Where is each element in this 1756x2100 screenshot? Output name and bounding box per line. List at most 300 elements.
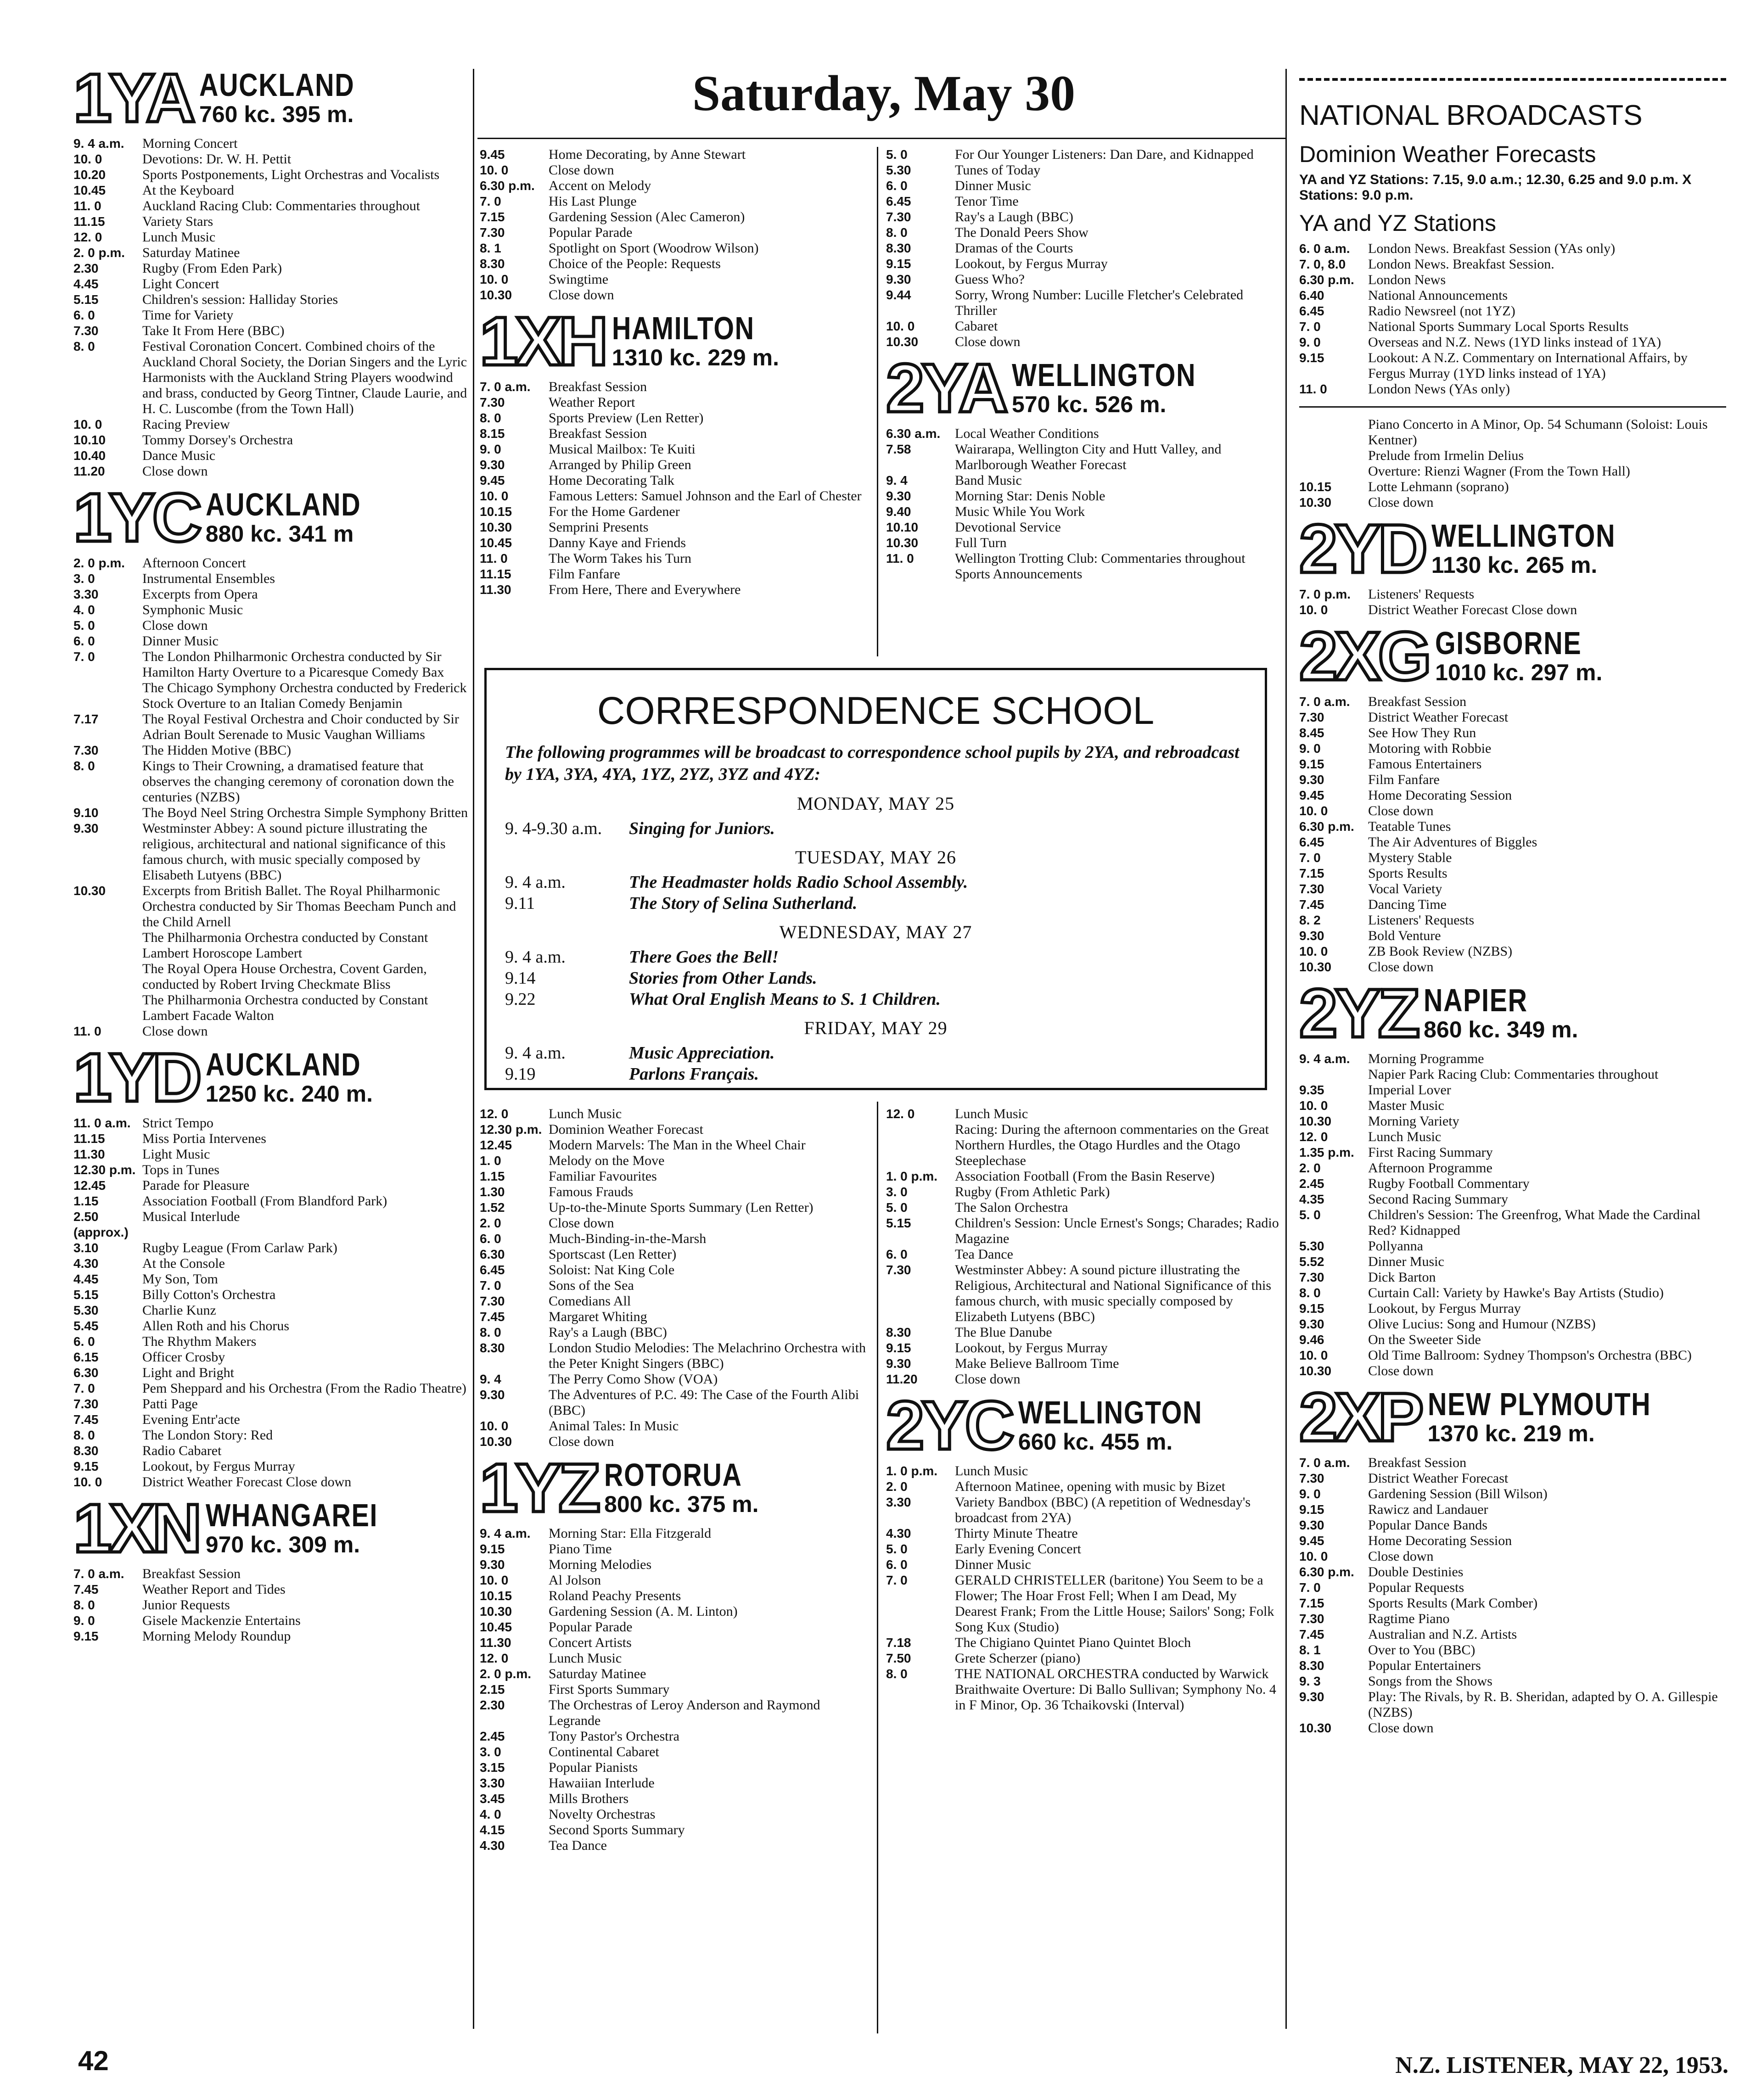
entry-title: Auckland Racing Club: Commentaries throughout: [142, 198, 420, 213]
schedule-entry: [1299, 741, 1726, 756]
schedule-entry: [1299, 1549, 1726, 1564]
schedule-entry: [1299, 944, 1726, 959]
entry-time: 12. 0: [1299, 1130, 1328, 1144]
schedule-entry: [1299, 1238, 1726, 1254]
schedule-entry: [73, 464, 468, 479]
station-header: [1299, 1378, 1726, 1456]
schedule-entry: [480, 1434, 870, 1450]
entry-title: Weather Report: [549, 395, 635, 410]
schedule-entry: [1299, 1502, 1726, 1518]
entry-time: 7.45: [73, 1412, 99, 1427]
entry-time: 10.15: [480, 1589, 512, 1603]
entry-time: 10.30: [886, 536, 919, 550]
entry-title: Rugby League (From Carlaw Park): [142, 1240, 337, 1255]
entry-title: Arranged by Philip Green: [549, 457, 691, 472]
entry-time: 7.30: [1299, 1471, 1324, 1485]
cs-time: 9. 4 a.m.: [505, 947, 566, 967]
schedule-entry: [1299, 1658, 1726, 1674]
entry-time: 5. 0: [1299, 1208, 1321, 1222]
schedule-entry: [1299, 1114, 1726, 1129]
schedule-entry: [480, 488, 870, 504]
entry-time: 3. 0: [886, 1185, 908, 1199]
station-2yz: [1299, 974, 1726, 1379]
schedule-entry: [73, 1115, 468, 1131]
schedule-entry: [1299, 417, 1726, 448]
entry-time: 9.15: [73, 1459, 99, 1473]
entry-time: 7.45: [480, 1310, 505, 1324]
entry-title: Comedians All: [549, 1294, 631, 1309]
entry-title: For Our Younger Listeners: Dan Dare, and Kidnapped: [955, 147, 1254, 162]
schedule-entry: [886, 504, 1281, 520]
entry-title: Close down: [142, 464, 208, 479]
schedule-entry: [886, 1325, 1281, 1340]
entry-time: 1. 0 p.m.: [886, 1464, 938, 1478]
schedule-entry: [1299, 1316, 1726, 1332]
entry-title: Imperial Lover: [1368, 1082, 1451, 1098]
entry-title: Double Destinies: [1368, 1564, 1464, 1579]
schedule-entry: [73, 758, 468, 805]
schedule-entry: [73, 1350, 468, 1365]
entry-time: 4.45: [73, 277, 99, 291]
entry-time: 9. 0: [480, 442, 501, 456]
entry-title: Gardening Session (Alec Cameron): [549, 209, 745, 224]
entry-time: 11.30: [480, 1635, 511, 1650]
entry-title: Close down: [1368, 803, 1434, 818]
entry-title: Famous Letters: Samuel Johnson and the Earl of Chester: [549, 488, 862, 504]
cs-title: The Story of Selina Sutherland.: [629, 894, 858, 913]
station-header: [886, 349, 1281, 426]
entry-title: Over to You (BBC): [1368, 1642, 1475, 1658]
schedule-entry: [73, 602, 468, 618]
schedule-entry: [886, 1479, 1281, 1495]
entry-time: 11.15: [480, 567, 511, 581]
cs-time: 9. 4 a.m.: [505, 873, 566, 892]
entry-time: 9.30: [480, 1388, 505, 1402]
entry-time: 12. 0: [73, 230, 102, 244]
entry-time: 10.30: [480, 288, 512, 302]
schedule-entry: [886, 209, 1281, 225]
schedule-entry: [73, 555, 468, 571]
entry-time: 7.30: [886, 1263, 911, 1277]
entry-title: Tunes of Today: [955, 162, 1041, 178]
entry-time: 8. 1: [1299, 1643, 1321, 1657]
entry-time: 7.50: [886, 1651, 911, 1665]
entry-title: Morning Star: Ella Fitzgerald: [549, 1526, 712, 1541]
schedule-entry: [1299, 1176, 1726, 1192]
entry-title: Afternoon Matinee, opening with music by Bizet: [955, 1479, 1226, 1494]
schedule-entry: [73, 680, 468, 711]
schedule-entry: [1299, 1285, 1726, 1301]
entry-time: 9.15: [1299, 1301, 1324, 1316]
schedule-entry: [480, 442, 870, 457]
entry-time: 7. 0 a.m.: [1299, 1456, 1350, 1470]
entry-time: 1.35 p.m.: [1299, 1145, 1354, 1159]
entry-time: 6. 0: [73, 308, 95, 322]
entry-time: [73, 961, 142, 992]
schedule-entry: [73, 1428, 468, 1443]
schedule-entry: [886, 162, 1281, 178]
entry-title: His Last Plunge: [549, 194, 637, 209]
correspondence-school-box: [484, 668, 1267, 1090]
entry-time: 7. 0, 8.0: [1299, 257, 1346, 271]
entry-time: 10.40: [73, 448, 106, 463]
entry-title: Mills Brothers: [549, 1791, 629, 1806]
entry-time: 8. 0: [480, 1325, 501, 1339]
title-rule: [477, 138, 1285, 139]
entry-title: Close down: [1368, 1549, 1434, 1564]
entry-time: 12.30 p.m.: [480, 1122, 542, 1137]
entry-time: 6. 0: [886, 1247, 908, 1261]
entry-time: 10. 0: [480, 1573, 509, 1587]
entry-time: 9.45: [480, 473, 505, 487]
station-name-block: [1012, 358, 1236, 417]
entry-title: Radio Cabaret: [142, 1443, 222, 1458]
entry-time: 10. 0: [73, 417, 102, 431]
entry-title: Songs from the Shows: [1368, 1674, 1492, 1689]
entry-time: 7. 0: [73, 1381, 95, 1395]
entry-title: Variety Bandbox (BBC) (A repetition of Wednesday's broadcast from 2YA): [955, 1495, 1251, 1525]
entry-time: 12. 0: [480, 1651, 509, 1665]
schedule-entry: [1299, 303, 1726, 319]
entry-title: Dramas of the Courts: [955, 241, 1073, 256]
schedule-entry: [1299, 464, 1726, 479]
entry-time: 9. 4 a.m.: [1299, 1052, 1350, 1066]
entry-title: The Adventures of P.C. 49: The Case of the Fourth Alibi (BBC): [549, 1387, 859, 1418]
entry-title: Ray's a Laugh (BBC): [955, 209, 1073, 224]
entry-title: Sportscast (Len Retter): [549, 1247, 677, 1262]
schedule-entry: [1299, 448, 1726, 464]
schedule-entry: [1299, 1254, 1726, 1270]
entry-time: 9.45: [1299, 788, 1324, 802]
entry-title: Novelty Orchestras: [549, 1807, 656, 1822]
entry-time: 10.30: [1299, 1721, 1332, 1735]
entry-time: 9. 0: [73, 1613, 95, 1628]
schedule-entry: [1299, 788, 1726, 803]
entry-title: Olive Lucius: Song and Humour (NZBS): [1368, 1316, 1596, 1332]
entry-title: Breakfast Session: [1368, 1455, 1467, 1470]
schedule-entry: [480, 1215, 870, 1231]
entry-time: 7. 0: [1299, 851, 1321, 865]
entry-title: National Sports Summary Local Sports Results: [1368, 319, 1629, 334]
entry-time: 9.15: [1299, 351, 1324, 365]
cs-item: [505, 1042, 1246, 1064]
entry-title: The London Story: Red: [142, 1428, 273, 1443]
schedule-entry: [886, 1169, 1281, 1184]
schedule-entry: [73, 292, 468, 308]
entry-time: 10.30: [480, 1434, 512, 1449]
cs-time: 9. 4 a.m.: [505, 1043, 566, 1063]
entry-time: 11.15: [73, 1131, 105, 1146]
entry-title: Allen Roth and his Chorus: [142, 1318, 289, 1333]
schedule-entry: [73, 308, 468, 323]
entry-title: Band Music: [955, 473, 1022, 488]
schedule-entry: [1299, 495, 1726, 510]
entry-time: 8. 0: [1299, 1286, 1321, 1300]
entry-time: 2. 0 p.m.: [480, 1667, 532, 1681]
schedule-entry: [1299, 241, 1726, 257]
schedule-entry: [886, 488, 1281, 504]
entry-title: Sports Results (Mark Comber): [1368, 1596, 1538, 1611]
entry-time: 8. 0: [73, 759, 95, 773]
station-1yd: [73, 1039, 468, 1490]
entry-title: Choice of the People: Requests: [549, 256, 721, 271]
entry-title: Strict Tempo: [142, 1115, 213, 1131]
station-name-block: [612, 312, 786, 370]
entry-title: Dominion Weather Forecast: [549, 1122, 703, 1137]
entry-title: Musical Mailbox: Te Kuiti: [549, 442, 696, 457]
entry-time: 9. 0: [1299, 1487, 1321, 1501]
entry-time: 6.30: [73, 1366, 99, 1380]
entry-title: Lunch Music: [142, 230, 216, 245]
entry-title: Tommy Dorsey's Orchestra: [142, 432, 293, 448]
schedule-entry: [886, 1372, 1281, 1387]
entry-time: 11.30: [480, 582, 511, 597]
entry-time: 9.45: [480, 147, 505, 162]
entry-time: 11. 0: [73, 1024, 101, 1038]
schedule-entry: [73, 821, 468, 883]
schedule-entry: [73, 1256, 468, 1271]
entry-time: 6. 0: [73, 1334, 95, 1349]
entry-time: 7.18: [886, 1635, 911, 1650]
entry-title: Popular Requests: [1368, 1580, 1464, 1595]
entry-title: At the Keyboard: [142, 183, 234, 198]
schedule-entry: [886, 225, 1281, 241]
schedule-entry: [480, 1153, 870, 1169]
schedule-entry: [480, 1838, 870, 1854]
station-1xn: [73, 1490, 468, 1644]
entry-title: Popular Entertainers: [1368, 1658, 1481, 1673]
entry-title: Napier Park Racing Club: Commentaries throughout: [1368, 1067, 1659, 1082]
entry-title: Animal Tales: In Music: [549, 1418, 679, 1434]
entry-title: Famous Entertainers: [1368, 756, 1482, 772]
entry-title: Roland Peachy Presents: [549, 1588, 681, 1603]
entry-title: Music While You Work: [955, 504, 1085, 519]
entry-time: 9.30: [1299, 1518, 1324, 1532]
entry-title: Dinner Music: [1368, 1254, 1444, 1269]
entry-time: 10.45: [480, 536, 512, 550]
entry-time: 10.10: [73, 433, 106, 447]
entry-time: 9.45: [1299, 1534, 1324, 1548]
station-2yc: [886, 1387, 1281, 1713]
entry-time: 10. 0: [1299, 603, 1328, 617]
entry-title: Musical Interlude: [142, 1209, 240, 1224]
entry-time: 7.45: [73, 1582, 99, 1596]
entry-title: The Blue Danube: [955, 1325, 1052, 1340]
entry-title: Kings to Their Crowning, a dramatised feature that observes the changing ceremony of coronation down the centuries (NZBS): [142, 758, 454, 805]
entry-time: [1299, 464, 1368, 479]
entry-time: 9.30: [73, 821, 99, 835]
cs-title: Singing for Juniors.: [629, 819, 775, 838]
schedule-entry: [480, 1791, 870, 1807]
cs-time: 9.19: [505, 1064, 536, 1084]
entry-title: The Royal Festival Orchestra and Choir conducted by Sir Adrian Boult Serenade to Music Vaughan Williams: [142, 711, 459, 742]
schedule-entry: [480, 225, 870, 241]
page-title: Saturday, May 30: [692, 65, 1076, 121]
entry-title: Symphonic Music: [142, 602, 243, 617]
schedule-entry: [886, 535, 1281, 551]
entry-time: 4.15: [480, 1823, 505, 1837]
schedule-entry: [1299, 1596, 1726, 1611]
station-name: NAPIER: [1424, 982, 1528, 1018]
entry-title: Home Decorating Talk: [549, 473, 674, 488]
entry-title: Play: The Rivals, by R. B. Sheridan, adapted by O. A. Gillespie (NZBS): [1368, 1689, 1718, 1720]
schedule-entry: [480, 551, 870, 566]
schedule-entry: [886, 1184, 1281, 1200]
cs-day: TUESDAY, MAY 26: [795, 847, 956, 868]
schedule-entry: [73, 711, 468, 743]
entry-title: Second Racing Summary: [1368, 1192, 1508, 1207]
schedule-entry: [480, 1744, 870, 1760]
station-frequency: 1310 kc. 229 m.: [612, 345, 779, 370]
entry-title: Afternoon Programme: [1368, 1160, 1492, 1176]
column-rule: [1285, 69, 1287, 2029]
schedule-entry: [480, 1122, 870, 1137]
entry-time: 2. 0 p.m.: [73, 246, 125, 260]
cs-item: [505, 872, 1246, 893]
entry-title: Tenor Time: [955, 194, 1019, 209]
entry-title: First Sports Summary: [549, 1682, 670, 1697]
yayz-heading: YA and YZ Stations: [1299, 210, 1496, 236]
entry-title: Sports Postponements, Light Orchestras and Vocalists: [142, 167, 440, 182]
schedule-entry: [886, 426, 1281, 442]
station-name-block: [199, 68, 389, 127]
entry-title: Wellington Trotting Club: Commentaries throughout Sports Announcements: [955, 551, 1245, 582]
station-logo: 2YD: [1299, 510, 1425, 587]
schedule-entry: [1299, 1363, 1726, 1379]
entry-time: 5. 0: [886, 1200, 908, 1215]
station-logo: 2YZ: [1299, 974, 1418, 1052]
entry-time: 11. 0: [480, 551, 508, 566]
entry-time: 10. 0: [1299, 944, 1328, 958]
entry-time: 2.45: [480, 1729, 505, 1743]
station-frequency: 860 kc. 349 m.: [1424, 1017, 1578, 1042]
schedule-entry: [886, 1495, 1281, 1526]
schedule-entry: [886, 1356, 1281, 1372]
entry-time: 7.30: [1299, 1612, 1324, 1626]
entry-time: 12.30 p.m.: [73, 1163, 136, 1177]
schedule-entry: [480, 1340, 870, 1372]
entry-time: 8. 0: [73, 1428, 95, 1442]
schedule-entry: [480, 1262, 870, 1278]
schedule-entry: [480, 287, 870, 303]
cs-title: Music Appreciation.: [629, 1043, 775, 1063]
entry-title: Concert Artists: [549, 1635, 632, 1650]
entry-title: London News. Breakfast Session.: [1368, 257, 1554, 272]
entry-time: 7.15: [1299, 1596, 1324, 1610]
entry-title: London News: [1368, 272, 1446, 287]
entry-title: Popular Pianists: [549, 1760, 638, 1775]
station-frequency: 1010 kc. 297 m.: [1435, 660, 1603, 685]
station-logo: 1YZ: [480, 1449, 598, 1526]
station-frequency: 1250 kc. 240 m.: [205, 1081, 373, 1107]
wavy-rule: [1299, 69, 1726, 81]
entry-time: 10.30: [1299, 960, 1332, 974]
entry-title: My Son, Tom: [142, 1271, 218, 1287]
entry-title: Wairarapa, Wellington City and Hutt Valley, and Marlborough Weather Forecast: [955, 442, 1222, 472]
entry-title: Piano Concerto in A Minor, Op. 54 Schumann (Soloist: Louis Kentner): [1368, 417, 1708, 448]
schedule-entry: [73, 198, 468, 214]
station-header: [480, 1449, 870, 1526]
entry-title: Teatable Tunes: [1368, 819, 1451, 834]
entry-title: Rugby (From Athletic Park): [955, 1184, 1110, 1199]
entry-title: Familiar Favourites: [549, 1169, 657, 1184]
station-logo: 1XN: [73, 1490, 199, 1567]
entry-time: 7.30: [480, 395, 505, 409]
entry-title: See How They Run: [1368, 725, 1476, 740]
entry-title: Home Decorating Session: [1368, 788, 1512, 803]
entry-title: Make Believe Ballroom Time: [955, 1356, 1119, 1371]
entry-title: Swingtime: [549, 272, 609, 287]
entry-time: 9.30: [1299, 929, 1324, 943]
schedule-entry: [480, 162, 870, 178]
entry-time: [886, 1122, 955, 1169]
entry-time: 2.30: [480, 1698, 505, 1712]
entry-time: 8.15: [480, 426, 505, 441]
schedule-entry: [1299, 1642, 1726, 1658]
entry-title: Breakfast Session: [549, 379, 647, 394]
column-mid-left-lower: [480, 1106, 870, 1854]
national-list: [1299, 241, 1726, 397]
entry-title: The Chigiano Quintet Piano Quintet Bloch: [955, 1635, 1191, 1650]
entry-time: 6. 0: [886, 179, 908, 193]
schedule-entry: [73, 1303, 468, 1318]
entry-time: 8.30: [886, 1325, 911, 1339]
station-name: ROTORUA: [604, 1457, 742, 1493]
entry-time: 7. 0: [480, 1278, 501, 1293]
entry-time: 10. 0: [73, 1475, 102, 1489]
schedule-entry: [1299, 1160, 1726, 1176]
cs-title: There Goes the Bell!: [629, 947, 779, 967]
schedule-entry: [480, 395, 870, 410]
entry-time: 10.10: [886, 520, 919, 534]
entry-title: Lookout, by Fergus Murray: [1368, 1301, 1521, 1316]
schedule-entry: [1299, 1455, 1726, 1471]
station-header: [886, 1387, 1281, 1464]
entry-time: 5.30: [73, 1303, 99, 1317]
station-logo: 1YA: [73, 59, 193, 136]
schedule-entry: [480, 1372, 870, 1387]
schedule-entry: [73, 1613, 468, 1629]
entry-title: Association Football (From Blandford Park): [142, 1193, 387, 1209]
entry-time: 9.30: [886, 272, 911, 286]
schedule-entry: [480, 1697, 870, 1729]
entry-time: 9.15: [1299, 1502, 1324, 1517]
entry-time: 6.45: [1299, 835, 1324, 849]
entry-title: Popular Parade: [549, 225, 633, 240]
schedule-entry: [886, 1262, 1281, 1325]
station-2yd: [1299, 510, 1726, 618]
block-continued: [886, 147, 1281, 350]
station-2xp: [1299, 1378, 1726, 1736]
schedule-entry: [1299, 803, 1726, 819]
entry-time: 7.58: [886, 442, 911, 456]
station-name: WHANGAREI: [205, 1497, 378, 1533]
entry-time: 8.30: [886, 241, 911, 255]
station-1ya: [73, 59, 468, 479]
schedule-entry: [480, 1729, 870, 1744]
entry-title: Film Fanfare: [1368, 772, 1440, 787]
entry-title: Parade for Pleasure: [142, 1178, 250, 1193]
entry-time: 10. 0: [1299, 1098, 1328, 1113]
schedule-entry: [1299, 1301, 1726, 1316]
entry-title: Early Evening Concert: [955, 1541, 1081, 1557]
entry-time: 11.15: [73, 214, 105, 229]
schedule-entry: [480, 1231, 870, 1247]
station-name-block: [1435, 627, 1614, 685]
schedule-entry: [886, 1573, 1281, 1635]
schedule-entry: [1299, 1533, 1726, 1549]
entry-time: 7. 0: [480, 194, 501, 208]
